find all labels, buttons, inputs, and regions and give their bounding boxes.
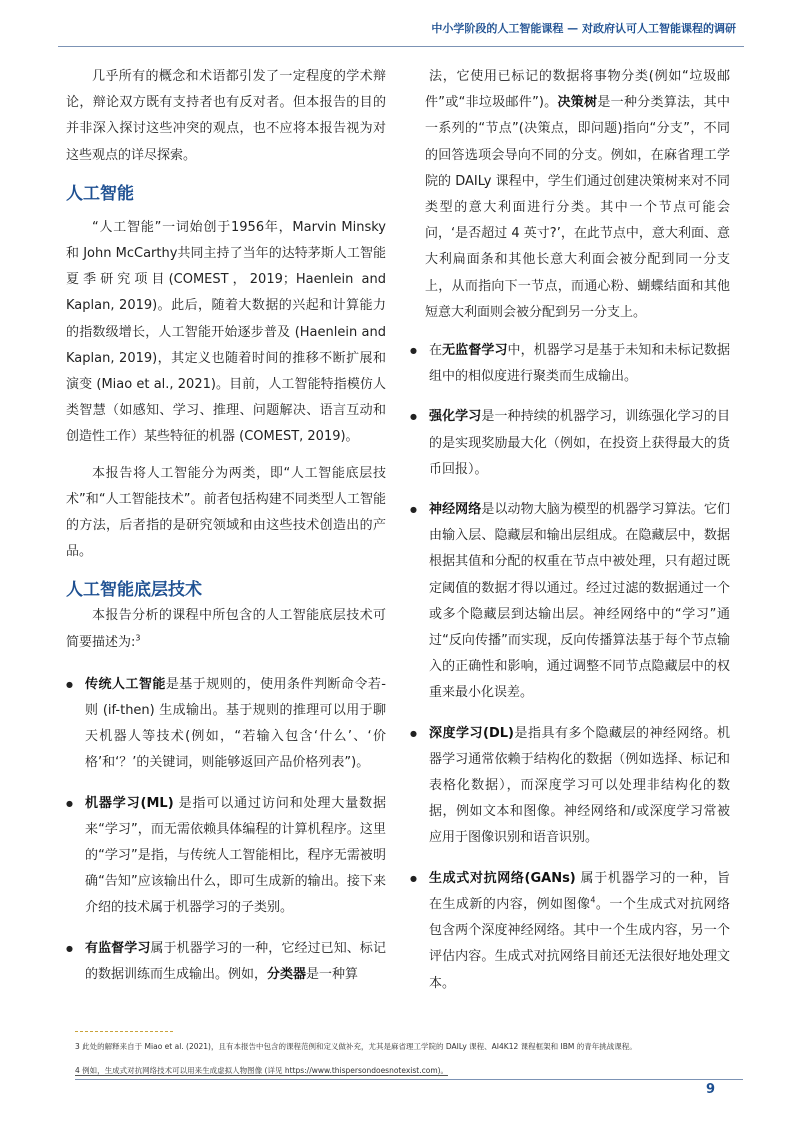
bullet-reinforcement-learning: ● 强化学习是一种持续的机器学习，训练强化学习的目的是实现奖励最大化（例如，在投资上获得最大的货币回报）。	[410, 404, 730, 483]
intro-paragraph: 几乎所有的概念和术语都引发了一定程度的学术辩论，辩论双方既有支持者也有反对者。但本报告的目的并非深入探讨这些冲突的观点，也不应将本报告视为对这些观点的详尽探索。	[66, 69, 386, 163]
bullet-supervised-learning: ● 有监督学习属于机器学习的一种，它经过已知、标记的数据训练而生成输出。例如，分类器是一种算	[66, 936, 386, 988]
header-divider	[58, 46, 744, 47]
left-column	[66, 64, 386, 1002]
tech-bullet-list-left	[66, 672, 386, 988]
supervised-continuation: 法，它使用已标记的数据将事物分类(例如“垃圾邮件”或“非垃圾邮件”)。决策树是一种分类算法，其中一系列的“节点”(决策点，即问题)指向“分支”，不同的回答选项会导向不同的分支。例如，在麻省理工学院的 DAILy 课程中，学生们通过创建决策树来对不同类型的意大利面进行分类。其中一个节点可能会问，‘是否超过 4 英寸?’，在此节点中，意大利面、意大利扁面条和其他长意大利面会被分配到同一分支上，从而指向下一节点，而通心粉、蝴蝶结面和其他短意大利面则会被分配到另一分支上。	[425, 69, 730, 320]
bullet-classic-ai: ● 传统人工智能是基于规则的，使用条件判断命令若-则 (if-then) 生成输出。基于规则的推理可以用于聊天机器人等技术(例如，“若输入包含‘什么’、‘价格’和‘？’的关键词，则能够返回产品价格列表”)。	[66, 672, 386, 777]
footer-divider	[75, 1079, 743, 1080]
footnote-separator	[75, 1031, 173, 1032]
footnote-ref-4[interactable]: 4	[590, 895, 596, 905]
right-column	[410, 64, 730, 1011]
bullet-machine-learning: ● 机器学习(ML) 是指可以通过访问和处理大量数据来“学习”，而无需依赖具体编程的计算机程序。这里的“学习”是指，与传统人工智能相比，程序无需被明确“告知”应该输出什么，即可生成新的输出。接下来介绍的技术属于机器学习的子类别。	[66, 791, 386, 922]
bullet-deep-learning: ● 深度学习(DL)是指具有多个隐藏层的神经网络。机器学习通常依赖于结构化的数据（例如选择、标记和表格化数据），而深度学习可以处理非结构化的数据，例如文本和图像。神经网络和/或深度学习常被应用于图像识别和语音识别。	[410, 721, 730, 852]
bullet-neural-networks: ● 神经网络是以动物大脑为模型的机器学习算法。它们由输入层、隐藏层和输出层组成。在隐藏层中，数据根据其值和分配的权重在节点中被处理，只有超过既定阈值的数据才得以通过。经过过滤的数据通过一个或多个隐藏层到达输出层。神经网络中的“学习”通过“反向传播”而实现，反向传播算法基于每个节点输入的正确性和影响，通过调整不同节点隐藏层中的权重来最小化误差。	[410, 497, 730, 707]
section-heading-ai: 人工智能	[66, 183, 134, 204]
footnote-4-text[interactable]: 4 例如，生成式对抗网络技术可以用来生成虚拟人物图像 (详见 https://www.thispersondoesnotexist.com)。	[75, 1066, 449, 1075]
footnote-4	[75, 1065, 735, 1077]
bullet-unsupervised-learning: ● 在无监督学习中，机器学习是基于未知和未标记数据组中的相似度进行聚类而生成输出。	[410, 338, 730, 390]
bullet-gans: ● 生成式对抗网络(GANs) 属于机器学习的一种，旨在生成新的内容，例如图像$^4$。一个生成式对抗网络包含两个深度神经网络。其中一个生成内容，另一个评估内容。生成式对抗网络目前还无法很好地处理文本。	[410, 866, 730, 997]
section-heading-ai-tech: 人工智能底层技术	[66, 580, 202, 601]
ai-paragraph-1: “人工智能”一词始创于1956年，Marvin Minsky和 John McCarthy共同主持了当年的达特茅斯人工智能夏季研究项目(COMEST，2019；Haenlein and Kaplan, 2019)。此后，随着大数据的兴起和计算能力的指数级增长，人工智能开始逐步普及 (Haenlein and Kaplan, 2019)，其定义也随着时间的推移不断扩展和演变 (Miao et al., 2021)。目前，人工智能特指模仿人类智慧（如感知、学习、推理、问题解决、语言互动和创造性工作）某些特征的机器 (COMEST, 2019)。	[66, 219, 386, 445]
ai-paragraph-2: 本报告将人工智能分为两类，即“人工智能底层技术”和“人工智能技术”。前者包括构建不同类型人工智能的方法，后者指的是研究领域和由这些技术创造出的产品。	[66, 465, 386, 560]
page-number: 9	[705, 1082, 715, 1097]
running-header: 中小学阶段的人工智能课程 — 对政府认可人工智能课程的调研	[431, 22, 736, 35]
footnote-3: 3 此处的解释来自于 Miao et al. (2021)，且有本报告中包含的课程范例和定义做补充，尤其是麻省理工学院的 DAILy 课程、AI4K12 课程框架和 IBM 的青年挑战课程。	[75, 1042, 637, 1051]
footnote-ref-3[interactable]: 3	[135, 633, 141, 643]
tech-intro-paragraph: 本报告分析的课程中所包含的人工智能底层技术可简要描述为:$^3$	[66, 608, 386, 650]
tech-bullet-list-right	[410, 338, 730, 997]
